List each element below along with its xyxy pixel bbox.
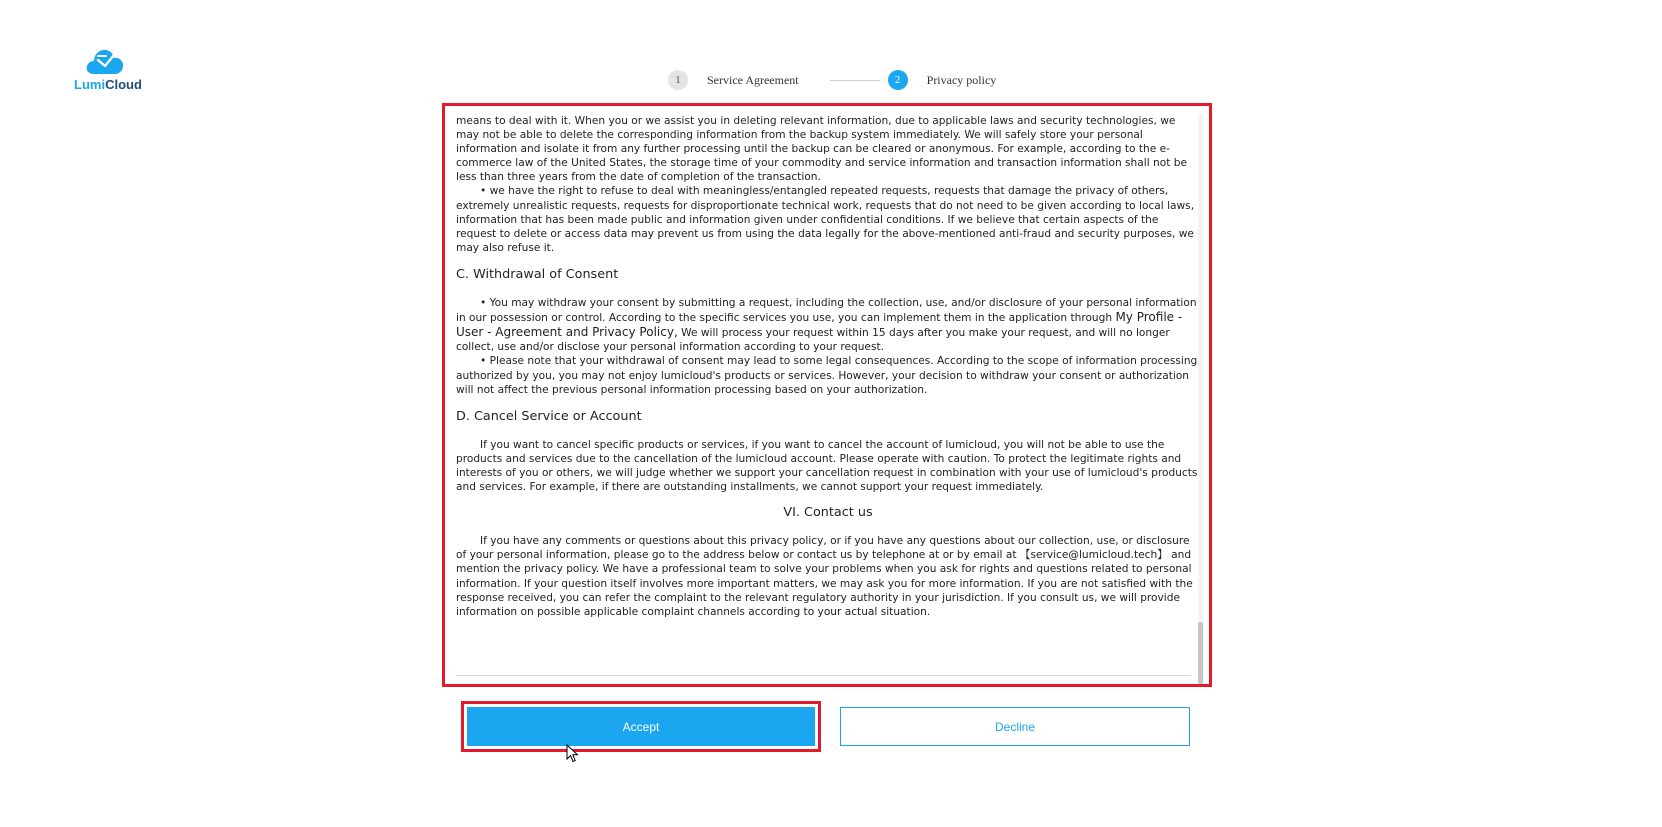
step-1-label: Service Agreement — [707, 72, 799, 87]
accept-highlight — [461, 701, 821, 752]
lumicloud-logo — [72, 46, 152, 96]
step-1-number: 1 — [668, 70, 688, 90]
privacy-policy-panel — [442, 103, 1212, 687]
mouse-cursor-icon — [566, 744, 580, 764]
privacy-policy-scroll-area[interactable] — [456, 114, 1200, 684]
cloud-logo-icon — [84, 46, 126, 76]
policy-paragraph: • You may withdraw your consent by submitting a request, including the collection, use, and/or disclosure of your personal information in our possession or control. According to the specific services you use, you can implement them in the application through My Profile - User - Agreement and Privacy Policy, We will process your request within 15 days after you make your request, and will no longer collect, use and/or disclose your personal information according to your request. — [456, 297, 1197, 354]
policy-paragraph: If you want to cancel specific products or services, if you want to cancel the account of lumicloud, you will not be able to use the products and services due to the cancellation of the lumicloud account. Please operate with caution. To protect the legitimate rights and interests of you or others, we will judge whether we support your cancellation request in combination with your use of lumicloud's products and services. For example, if there are outstanding installments, we cannot support your request immediately. — [456, 438, 1198, 494]
step-progress — [668, 70, 996, 90]
decline-button[interactable]: Decline — [840, 707, 1190, 746]
accept-button[interactable]: Accept — [467, 707, 815, 746]
scrollbar[interactable] — [1198, 114, 1203, 684]
policy-paragraph: means to deal with it. When you or we assist you in deleting relevant information, due to applicable laws and security technologies, we may not be able to delete the corresponding information from the backup system immediately. We will safely store your personal information and isolate it from any further processing until the backup can be cleared or anonymous. For example, according to the e-commerce law of the United States, the storage time of your commodity and service information and transaction information shall not be less than three years from the date of completion of the transaction. — [456, 115, 1187, 184]
step-2-label: Privacy policy — [926, 72, 997, 87]
section-heading-d: D. Cancel Service or Account — [456, 408, 642, 424]
scrollbar-thumb[interactable] — [1198, 622, 1203, 684]
policy-paragraph: If you have any comments or questions about this privacy policy, or if you have any questions about our collection, use, or disclosure of your personal information, please go to the address below or contact us by telephone at or by email at 【service@lumicloud.tech】 and mention the privacy policy. We have a professional team to solve your problems when you ask for rights and questions related to personal information. If your question itself involves more important matters, we may ask you for more information. If you are not satisfied with the response received, you can refer the complaint to the relevant regulatory authority in your jurisdiction. If you consult us, we will provide information on possible applicable complaint channels according to your actual situation. — [456, 535, 1193, 618]
policy-paragraph: • we have the right to refuse to deal with meaningless/entangled repeated requests, requests that damage the privacy of others, extremely unrealistic requests, requests for disproportionate technical work, requests that do not need to be given according to local laws, information that has been made public and information given under confidential conditions. If we believe that certain aspects of the request to delete or access data may prevent us from using the data legally for the above-mentioned anti-fraud and security purposes, we may also refuse it. — [456, 185, 1195, 254]
step-connector — [830, 80, 880, 81]
policy-paragraph: • Please note that your withdrawal of consent may lead to some legal consequences. According to the scope of information processing authorized by you, you may not enjoy lumicloud's products or services. However, your decision to withdraw your consent or authorization will not affect the previous personal information processing based on your authorization. — [456, 355, 1198, 396]
section-heading-c: C. Withdrawal of Consent — [456, 266, 619, 282]
section-heading-vi: VI. Contact us — [783, 505, 873, 521]
divider — [456, 675, 1191, 676]
step-2-number: 2 — [888, 70, 908, 90]
logo-text: LumiCloud — [74, 77, 142, 92]
